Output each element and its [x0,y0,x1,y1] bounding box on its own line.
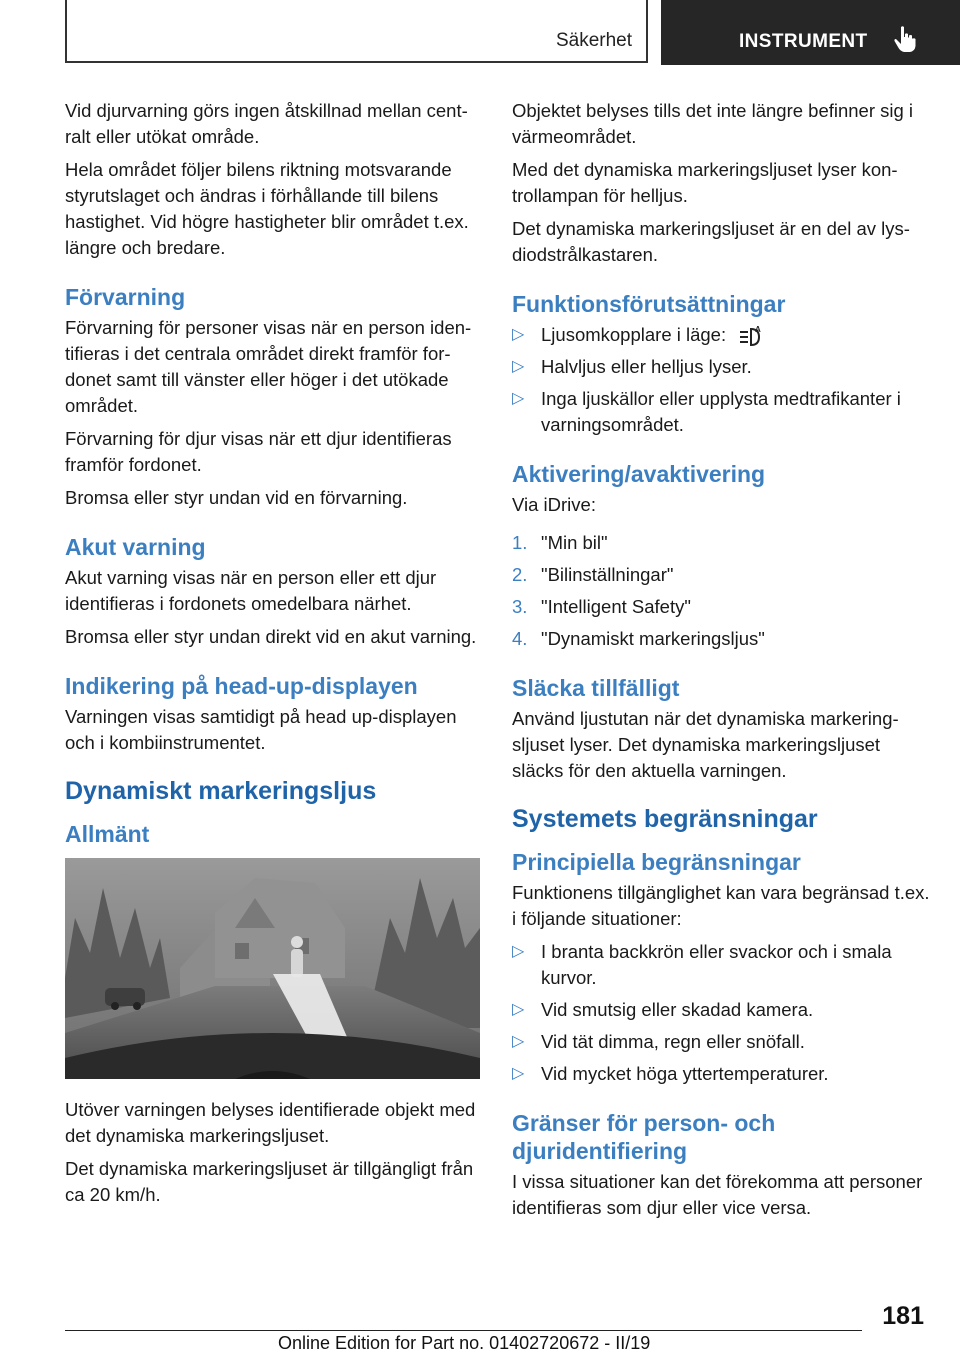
step-item: 1. "Min bil" [512,532,608,554]
steps-list [512,530,932,652]
section-tab [65,0,648,63]
heading-akut-varning: Akut varning [65,534,206,560]
triangle-bullet-icon: ▷ [512,358,525,376]
paragraph: Med det dynamiska markeringsljuset lyser kontrollampan för helljus. [512,159,898,206]
paragraph: Utöver varningen belyses identifierade objekt med det dynamiska markeringsljuset. [65,1099,476,1146]
pointing-hand-icon [893,25,917,53]
list-item: ▷ Vid smutsig eller skadad kamera. [512,997,932,1023]
chapter-tab [661,0,960,65]
automatic-headlight-icon [737,324,765,348]
heading-funktionsforutsattningar: Funktionsförutsättningar [512,291,786,317]
requirements-list [512,322,932,438]
heading-forvarning: Förvarning [65,284,186,310]
paragraph: Förvarning för djur visas när ett djur identifieras framför fordonet. [65,428,452,475]
edition-text: Online Edition for Part no. 01402720672 - II/19 [278,1333,651,1353]
night-road-scene [65,858,480,1079]
page-number: 181 [882,1302,924,1330]
paragraph: Vid djurvarning görs ingen åtskillnad mellan centralt eller utökat område. [65,100,468,147]
list-item: ▷ Inga ljuskällor eller upplysta medtrafikanter i varningsområdet. [512,388,901,436]
paragraph: Förvarning för personer visas när en person identifieras i det centrala området direkt framför fordonet samt till vänster eller höger i det utökade området. [65,317,472,416]
heading-slacka-tillfalligt: Släcka tillfälligt [512,675,680,702]
limitations-list [512,939,932,1087]
night-road-illustration [65,858,480,1079]
chapter-label: INSTRUMENT [739,31,868,52]
triangle-bullet-icon: ▷ [512,1001,525,1019]
paragraph: Bromsa eller styr undan direkt vid en akut varning. [65,626,477,647]
paragraph: Objektet belyses tills det inte längre befinner sig i värmeområdet. [512,100,914,147]
heading-dynamiskt-markeringsljus: Dynamiskt markeringsljus [65,777,377,805]
heading-allmant: Allmänt [65,821,150,847]
paragraph: Via iDrive: [512,494,596,516]
triangle-bullet-icon: ▷ [512,1065,525,1083]
footer-divider [65,1330,862,1331]
paragraph: I vissa situationer kan det förekomma att personer identifieras som djur eller vice versa. [512,1171,923,1219]
heading-granser-identifiering: Gränser för person- och djuridentifiering [512,1110,776,1165]
heading-head-up-display: Indikering på head-up-displayen [65,673,418,699]
paragraph: Hela området följer bilens riktning motsvarande styrutslaget och ändras i förhållande till bilens hastighet. Vid högre hastigheter blir området t.ex. längre och bredare. [65,159,469,258]
triangle-bullet-icon: ▷ [512,390,525,408]
page-header [65,0,960,65]
triangle-bullet-icon: ▷ [512,943,525,961]
paragraph: Bromsa eller styr undan vid en förvarning. [65,487,408,508]
step-item: 2. "Bilinställningar" [512,564,674,586]
heading-principiella-begransningar: Principiella begränsningar [512,849,801,876]
paragraph: Funktionens tillgänglighet kan vara begränsad t.ex. i följande situationer: [512,882,930,930]
left-column [65,98,483,1215]
step-item: 3. "Intelligent Safety" [512,596,691,618]
paragraph: Använd ljustutan när det dynamiska markeringsljuset lyser. Det dynamiska markeringsljuset släcks för den aktuella varningen. [512,708,899,782]
paragraph: Det dynamiska markeringsljuset är tillgängligt från ca 20 km/h. [65,1158,474,1205]
step-item: 4. "Dynamiskt markeringsljus" [512,628,765,650]
heading-aktivering: Aktivering/avaktivering [512,461,766,488]
list-item: ▷ Vid tät dimma, regn eller snöfall. [512,1029,932,1055]
list-item: ▷ I branta backkrön eller svackor och i smala kurvor. [512,941,892,989]
paragraph: Det dynamiska markeringsljuset är en del av lysdiodstrålkastaren. [512,218,910,265]
heading-systemets-begransningar: Systemets begränsningar [512,805,818,834]
triangle-bullet-icon: ▷ [512,326,525,343]
list-item: ▷ Halvljus eller helljus lyser. [512,354,932,380]
list-item: ▷ Ljusomkopplare i läge: A [512,322,932,348]
triangle-bullet-icon: ▷ [512,1033,525,1051]
paragraph: Akut varning visas när en person eller ett djur identifieras i fordonets omedelbara närhet. [65,567,437,614]
right-column [512,98,932,1228]
section-label: Säkerhet [555,30,632,51]
svg-text:A: A [755,325,762,335]
list-item: ▷ Vid mycket höga yttertemperaturer. [512,1061,932,1087]
paragraph: Varningen visas samtidigt på head up-displayen och i kombiinstrumentet. [65,706,457,753]
